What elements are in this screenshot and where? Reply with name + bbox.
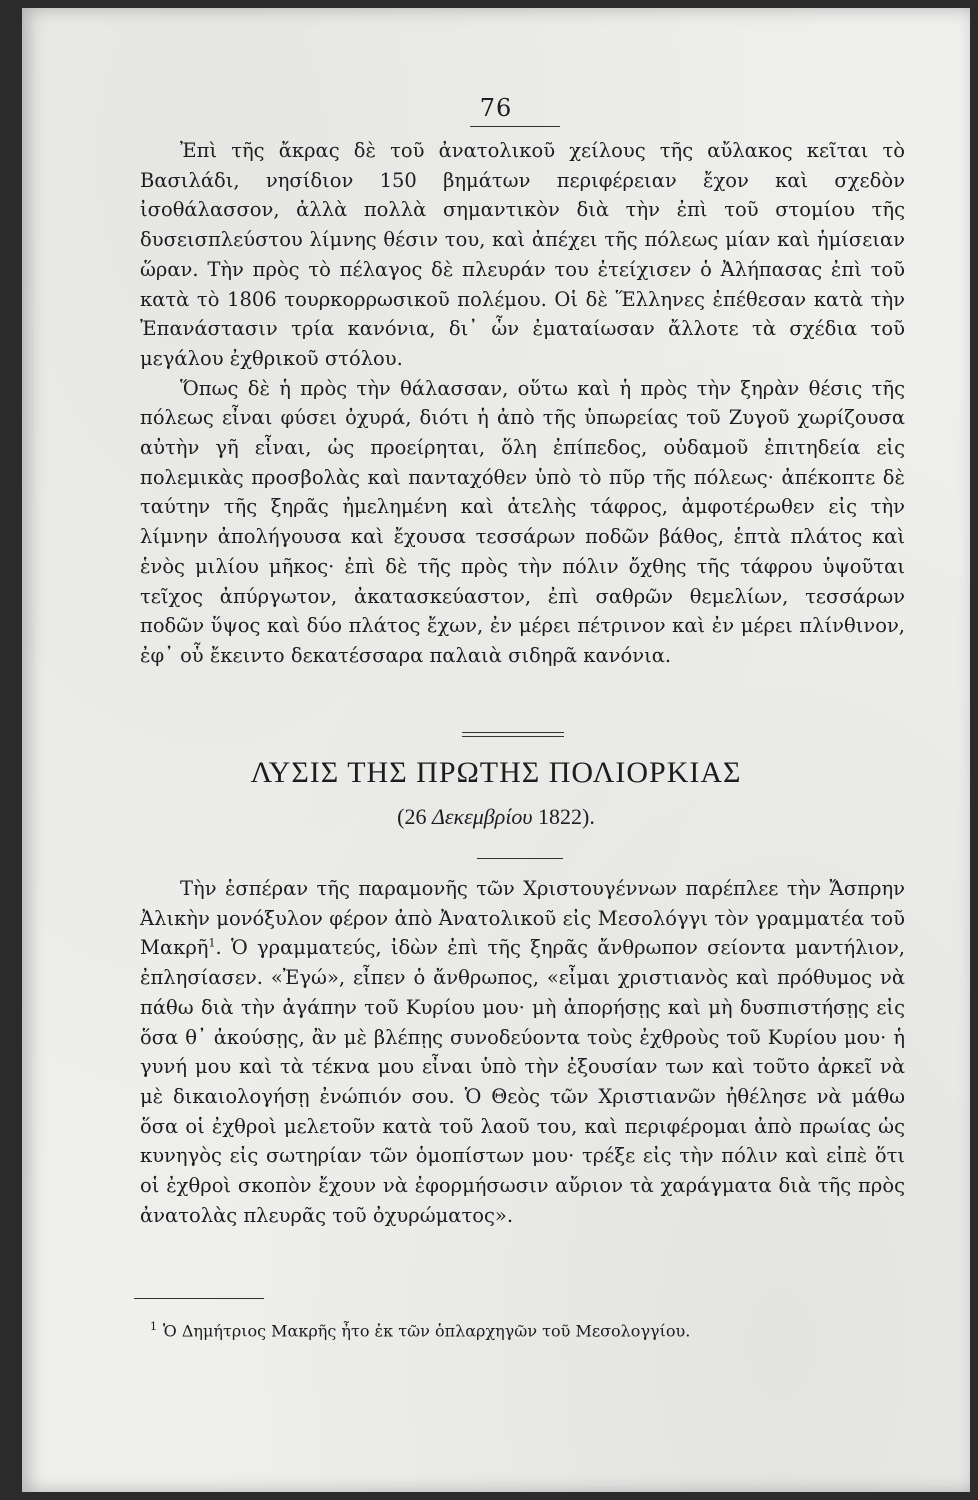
footnote-separator: [134, 1298, 264, 1299]
footnote: [150, 1316, 910, 1342]
paragraph: Ὅπως δὲ ἡ πρὸς τὴν θάλασσαν, οὕτω καὶ ἡ πρὸς τὴν ξηρὰν θέσις τῆς πόλεως εἶναι φύσει ὀχυρά, διότι ἡ ἀπὸ τῆς ὑπωρείας τοῦ Ζυγοῦ χωρίζουσα αὐτὴν γῆ εἶναι, ὡς προείρηται, ὅλη ἐπίπεδος, οὐδαμοῦ ἐπιτηδεία εἰς πολεμικὰς προσβολὰς καὶ πανταχόθεν ὑπὸ τὸ πῦρ τῆς πόλεως· ἀπέκοπτε δὲ ταύτην τῆς ξηρᾶς ἠμελημένη καὶ ἀτελὴς τάφρος, ἀμφοτέρωθεν εἰς τὴν λίμνην ἀπολήγουσα καὶ ἔχουσα τεσσάρων ποδῶν βάθος, ἑπτὰ πλάτος καὶ ἑνὸς μιλίου μῆκος· ἐπὶ δὲ τῆς πρὸς τὴν πόλιν ὄχθης τῆς τάφρου ὑψοῦται τεῖχος ἀπύργωτον, ἀκατασκεύαστον, ἐπὶ σαθρῶν θεμελίων, τεσσάρων ποδῶν ὕψος καὶ δύο πλάτος ἔχων, ἐν μέρει πέτρινον καὶ ἐν μέρει πλίνθινον, ἐφ᾽ οὗ ἔκειντο δεκατέσσαρα παλαιὰ σιδηρᾶ κανόνια.: [140, 376, 905, 667]
second-section-text: [140, 874, 905, 1230]
section-heading-underline: [477, 858, 563, 859]
paragraph: Ἐπὶ τῆς ἄκρας δὲ τοῦ ἀνατολικοῦ χείλους τῆς αὔλακος κεῖται τὸ Βασιλάδι, νησίδιον 150 βημάτων περιφέρειαν ἔχον καὶ σχεδὸν ἰσοθάλασσον, ἀλλὰ πολλὰ σημαντικὸν διὰ τὴν ἐπὶ τοῦ στομίου τῆς δυσεισπλεύστου λίμνης θέσιν του, καὶ ἀπέχει τῆς πόλεως μίαν καὶ ἡμίσειαν ὥραν. Τὴν πρὸς τὸ πέλαγος δὲ πλευράν του ἐτείχισεν ὁ Ἀλήπασας ἐπὶ τοῦ κατὰ τὸ 1806 τουρκορρωσικοῦ πολέμου. Οἱ δὲ Ἕλληνες ἐπέθεσαν κατὰ τὴν Ἐπανάστασιν τρία κανόνια, δι᾽ ὧν ἐματαίωσαν ἄλλοτε τὰ σχέδια τοῦ μεγάλου ἐχθρικοῦ στόλου.: [140, 139, 905, 370]
first-section-text: [140, 136, 905, 671]
section-date-open: (26: [397, 804, 427, 829]
section-divider-rule: [462, 732, 564, 737]
page-number: 76: [479, 94, 513, 122]
section-title: ΛΥΣΙΣ ΤΗΣ ΠΡΩΤΗΣ ΠΟΛΙΟΡΚΙΑΣ: [250, 756, 742, 789]
section-date-year: 1822).: [538, 804, 595, 829]
footnote-text: Ὁ Δημήτριος Μακρῆς ἦτο ἐκ τῶν ὁπλαρχηγῶν τοῦ Μεσολογγίου.: [163, 1321, 691, 1341]
footnote-reference: 1: [208, 936, 216, 950]
section-date-month: Δεκεμβρίου: [431, 804, 533, 829]
footnote-mark: 1: [150, 1320, 157, 1333]
book-page: [22, 8, 970, 1492]
section-date: [22, 804, 970, 830]
paragraph-text: Τὴν ἑσπέραν τῆς παραμονῆς τῶν Χριστουγέννων παρέπλεε τὴν Ἄσπρην Ἀλικὴν μονόξυλον φέρον ἀπὸ Ἀνατολικοῦ εἰς Μεσολόγγι τὸν γραμματέα τοῦ Μακρῆ: [140, 877, 905, 960]
paragraph: [140, 874, 905, 1230]
paragraph-text: . Ὁ γραμματεύς, ἰδὼν ἐπὶ τῆς ξηρᾶς ἄνθρωπον σείοντα μαντήλιον, ἐπλησίασεν. «Ἐγώ», εἶπεν ὁ ἄνθρωπος, «εἶμαι χριστιανὸς καὶ πρόθυμος νὰ πάθω διὰ τὴν ἀγάπην τοῦ Κυρίου μου· μὴ ἀπορήσῃς καὶ μὴ δυσπιστήσῃς εἰς ὅσα θ᾽ ἀκούσῃς, ἂν μὲ βλέπῃς συνοδεύοντα τοὺς ἐχθροὺς τοῦ Κυρίου μου· ἡ γυνή μου καὶ τὰ τέκνα μου εἶναι ὑπὸ τὴν ἐξουσίαν των καὶ τοῦτο ἀρκεῖ νὰ μὲ δικαιολογήσῃ ἐνώπιόν σου. Ὁ Θεὸς τῶν Χριστιανῶν ἠθέλησε νὰ μάθω ὅσα οἱ ἐχθροὶ μελετοῦν κατὰ τοῦ λαοῦ του, καὶ περιφέρομαι ἀπὸ πρωίας ὡς κυνηγὸς εἰς σωτηρίαν τῶν ὁμοπίστων μου· τρέξε εἰς τὴν πόλιν καὶ εἰπὲ ὅτι οἱ ἐχθροὶ σκοπὸν ἔχουν νὰ ἐφορμήσωσιν αὔριον τὰ χαράγματα διὰ τῆς πρὸς ἀνατολὰς πλευρᾶς τοῦ ὀχυρώματος».: [140, 936, 905, 1227]
page-number-rule: [470, 126, 560, 127]
